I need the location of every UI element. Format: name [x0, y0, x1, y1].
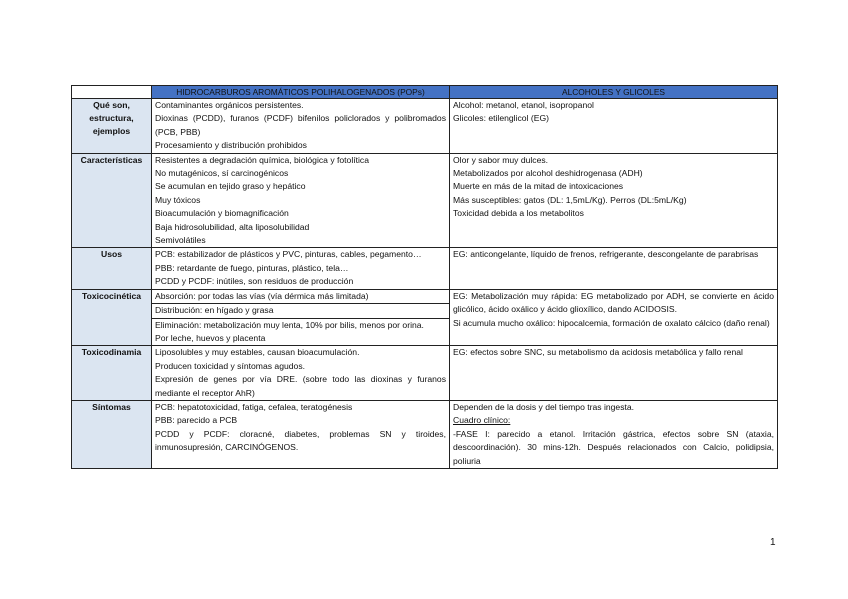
cell-alcoholes-sintomas: Dependen de la dosis y del tiempo tras ingesta. Cuadro clínico: -FASE I: parecido a etanol. Irritación gástrica, efectos sobre SN (ataxia, descoordinación). 30 mins-12h. Después relacionados con Calcio, polidipsia, poliuria: [450, 400, 778, 468]
cell-pops-toxicocinetica: Absorción: por todas las vías (vía dérmica más limitada) Distribución: en hígado y grasa Eliminación: metabolización muy lenta, 10% por bilis, menos por orina. Por leche, huevos y placenta: [152, 289, 450, 346]
table-row: [72, 346, 778, 401]
cell-pops-que-son: Contaminantes orgánicos persistentes. Dioxinas (PCDD), furanos (PCDF) bifenilos policlorados y polibromados (PCB, PBB) Procesamiento y distribución prohibidos: [152, 99, 450, 154]
table-row: [72, 153, 778, 248]
header-row: [72, 86, 778, 99]
row-label-que-son: Qué son, estructura, ejemplos: [72, 99, 152, 154]
cell-alcoholes-que-son: Alcohol: metanol, etanol, isopropanol Glicoles: etilenglicol (EG): [450, 99, 778, 154]
page-number: 1: [770, 537, 776, 548]
row-label-toxicocinetica: Toxicocinética: [72, 289, 152, 346]
table-row: [72, 248, 778, 289]
table-row: [72, 400, 778, 468]
row-label-toxicodinamia: Toxicodinamia: [72, 346, 152, 401]
cell-pops-sintomas: PCB: hepatotoxicidad, fatiga, cefalea, teratogénesis PBB: parecido a PCB PCDD y PCDF: cloracné, diabetes, problemas SN y tiroides, inmunosupresión, CARCINÓGENOS.: [152, 400, 450, 468]
row-label-usos: Usos: [72, 248, 152, 289]
table-row: [72, 99, 778, 154]
cell-pops-usos: PCB: estabilizador de plásticos y PVC, pinturas, cables, pegamento… PBB: retardante de fuego, pinturas, plástico, tela… PCDD y PCDF: inútiles, son residuos de producción: [152, 248, 450, 289]
header-corner-cell: [72, 86, 152, 99]
cell-alcoholes-toxicocinetica: EG: Metabolización muy rápida: EG metabolizado por ADH, se convierte en ácido glicólico, ácido oxálico y ácido glioxílico, dando ACIDOSIS. Si acumula mucho oxálico: hipocalcemia, formación de oxalato cálcico (daño renal): [450, 289, 778, 346]
comparison-table: [71, 85, 778, 469]
header-pops: HIDROCARBUROS AROMÁTICOS POLIHALOGENADOS (POPs): [152, 86, 450, 99]
row-label-sintomas: Síntomas: [72, 400, 152, 468]
header-alcoholes: ALCOHOLES Y GLICOLES: [450, 86, 778, 99]
cell-pops-toxicodinamia: Liposolubles y muy estables, causan bioacumulación. Producen toxicidad y síntomas agudos. Expresión de genes por vía DRE. (sobre todo las dioxinas y furanos mediante el receptor AhR): [152, 346, 450, 401]
cell-alcoholes-caracteristicas: Olor y sabor muy dulces. Metabolizados por alcohol deshidrogenasa (ADH) Muerte en más de la mitad de intoxicaciones Más susceptibles: gatos (DL: 1,5mL/Kg). Perros (DL:5mL/Kg) Toxicidad debida a los metabolitos: [450, 153, 778, 248]
table-row: [72, 289, 778, 346]
cell-alcoholes-usos: EG: anticongelante, líquido de frenos, refrigerante, descongelante de parabrisas: [450, 248, 778, 289]
cell-pops-caracteristicas: Resistentes a degradación química, biológica y fotolítica No mutagénicos, sí carcinogénicos Se acumulan en tejido graso y hepático Muy tóxicos Bioacumulación y biomagnificación Baja hidrosolubilidad, alta liposolubilidad Semivolátiles: [152, 153, 450, 248]
cell-alcoholes-toxicodinamia: EG: efectos sobre SNC, su metabolismo da acidosis metabólica y fallo renal: [450, 346, 778, 401]
row-label-caracteristicas: Características: [72, 153, 152, 248]
